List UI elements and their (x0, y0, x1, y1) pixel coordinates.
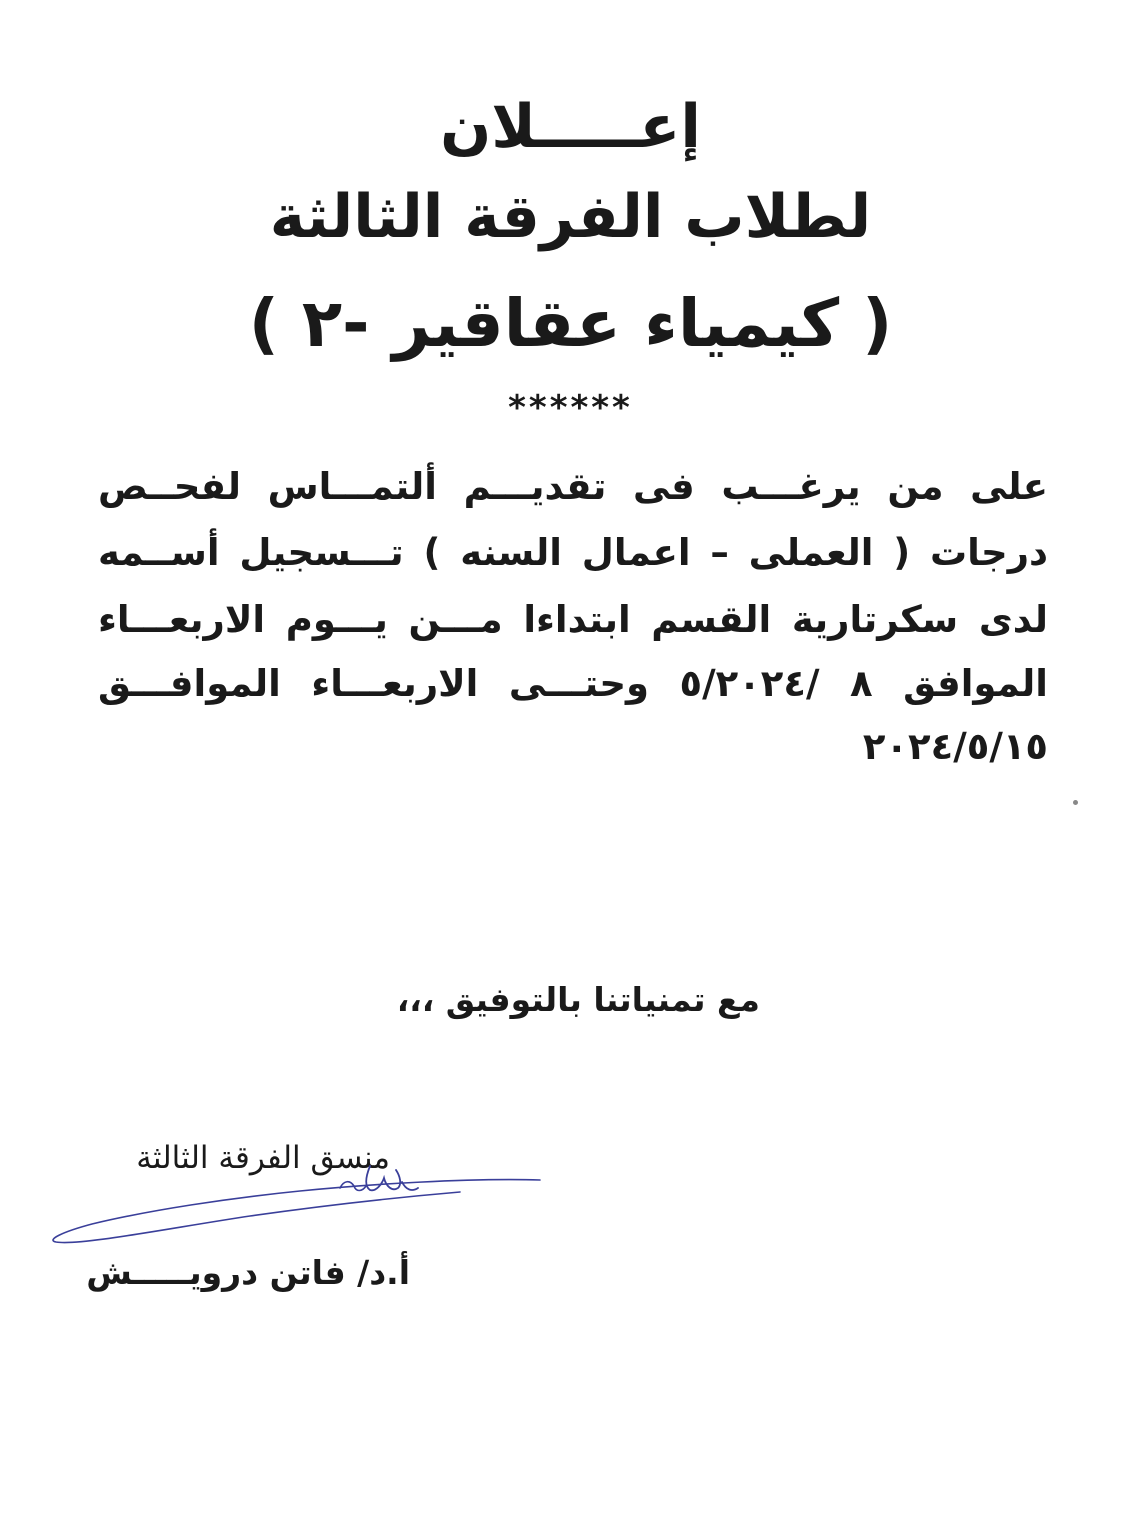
signer-name: أ.د/ فاتن درويـــــش (86, 1253, 410, 1292)
body-line-4: الموافق ٨ /٥/٢٠٢٤ وحتـــى الاربعـــاء الموافـــق (98, 662, 1048, 705)
audience-heading: لطلاب الفرقة الثالثة (269, 182, 872, 252)
coordinator-role: منسق الفرقة الثالثة (136, 1140, 390, 1176)
scan-speck (1073, 800, 1078, 805)
body-line-2: درجات ( العملى – اعمال السنه ) تـــسجيل أســمه (98, 531, 1048, 574)
body-line-3: لدى سكرتارية القسم ابتداءا مـــن يـــوم الاربعـــاء (98, 598, 1048, 641)
separator-stars: ****** (508, 388, 633, 428)
body-line-5: ٢٠٢٤/٥/١٥ (862, 725, 1048, 768)
closing-wishes: مع تمنياتنا بالتوفيق ،،، (396, 980, 760, 1019)
announcement-heading: إعـــــلان (440, 92, 701, 162)
body-line-1: على من يرغـــب فى تقديـــم ألتمـــاس لفحــص (98, 465, 1048, 508)
course-heading: ( كيمياء عقاقير -٢ ) (248, 285, 893, 362)
handwritten-signature (40, 1158, 560, 1253)
